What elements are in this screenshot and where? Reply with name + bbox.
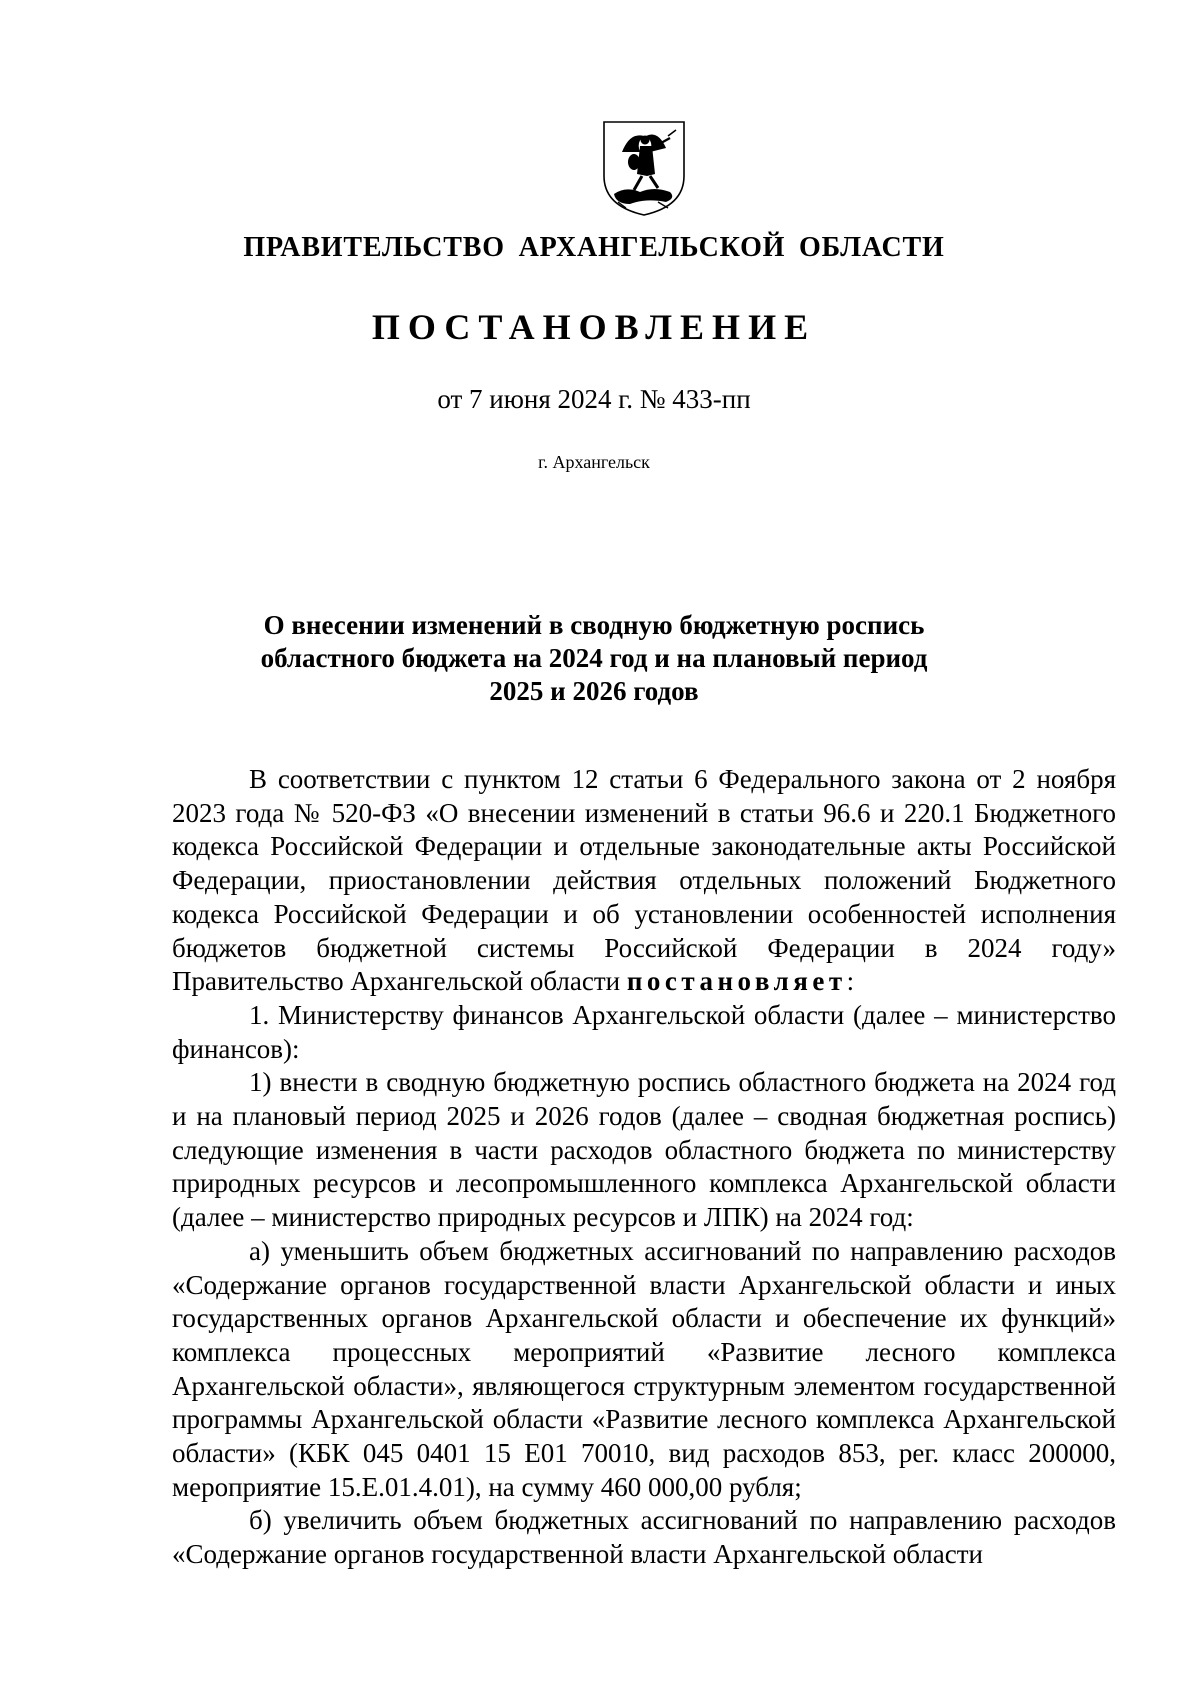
subject-line-3: 2025 и 2026 годов — [489, 676, 699, 706]
clause-a-paragraph: а) уменьшить объем бюджетных ассигнований по направлению расходов «Содержание органов государственной власти Архангельской области и иных государственных органов Архангельской области и обеспечение их функций» комплекса процессных мероприятий «Развитие лесного комплекса Архангельской области», являющегося структурным элементом государственной программы Архангельской области «Развитие лесного комплекса Архангельской области» (КБК 045 0401 15 Е01 70010, вид расходов 853, рег. класс 200000, мероприятие 15.Е.01.4.01), на сумму 460 000,00 рубля; — [172, 1235, 1116, 1502]
subject-line-2: областного бюджета на 2024 год и на плановый период — [260, 643, 928, 673]
clause-b-paragraph: б) увеличить объем бюджетных ассигнований по направлению расходов «Содержание органов государственной власти Архангельской области — [172, 1505, 1116, 1570]
document-body — [172, 763, 1116, 1572]
government-title: ПРАВИТЕЛЬСТВО АРХАНГЕЛЬСКОЙ ОБЛАСТИ — [243, 232, 945, 263]
document-city: г. Архангельск — [538, 452, 650, 472]
coat-of-arms-icon — [600, 118, 688, 218]
document-type-title: ПОСТАНОВЛЕНИЕ — [371, 307, 817, 347]
clause-1-paragraph: 1. Министерству финансов Архангельской области (далее – министерство финансов): — [172, 999, 1116, 1064]
resolves-keyword: постановляет — [626, 966, 847, 997]
preamble-colon: : — [846, 966, 855, 997]
preamble-paragraph — [172, 763, 1116, 999]
document-date-number: от 7 июня 2024 г. № 433-пп — [437, 384, 751, 414]
clause-1-1-paragraph: 1) внести в сводную бюджетную роспись областного бюджета на 2024 год и на плановый период 2025 и 2026 годов (далее – сводная бюджетная роспись) следующие изменения в части расходов областного бюджета по министерству природных ресурсов и лесопромышленного комплекса Архангельской области (далее – министерство природных ресурсов и ЛПК) на 2024 год: — [172, 1067, 1116, 1233]
preamble-text: В соответствии с пунктом 12 статьи 6 Федерального закона от 2 ноября 2023 года № 520-ФЗ «О внесении изменений в статьи 96.6 и 220.1 Бюджетного кодекса Российской Федерации и отдельные законодательные акты Российской Федерации, приостановлении действия отдельных положений Бюджетного кодекса Российской Федерации и об установлении особенностей исполнения бюджетов бюджетной системы Российской Федерации в 2024 году» Правительство Архангельской области — [172, 764, 1116, 997]
subject-line-1: О внесении изменений в сводную бюджетную роспись — [263, 610, 925, 640]
document-subject — [240, 609, 948, 708]
